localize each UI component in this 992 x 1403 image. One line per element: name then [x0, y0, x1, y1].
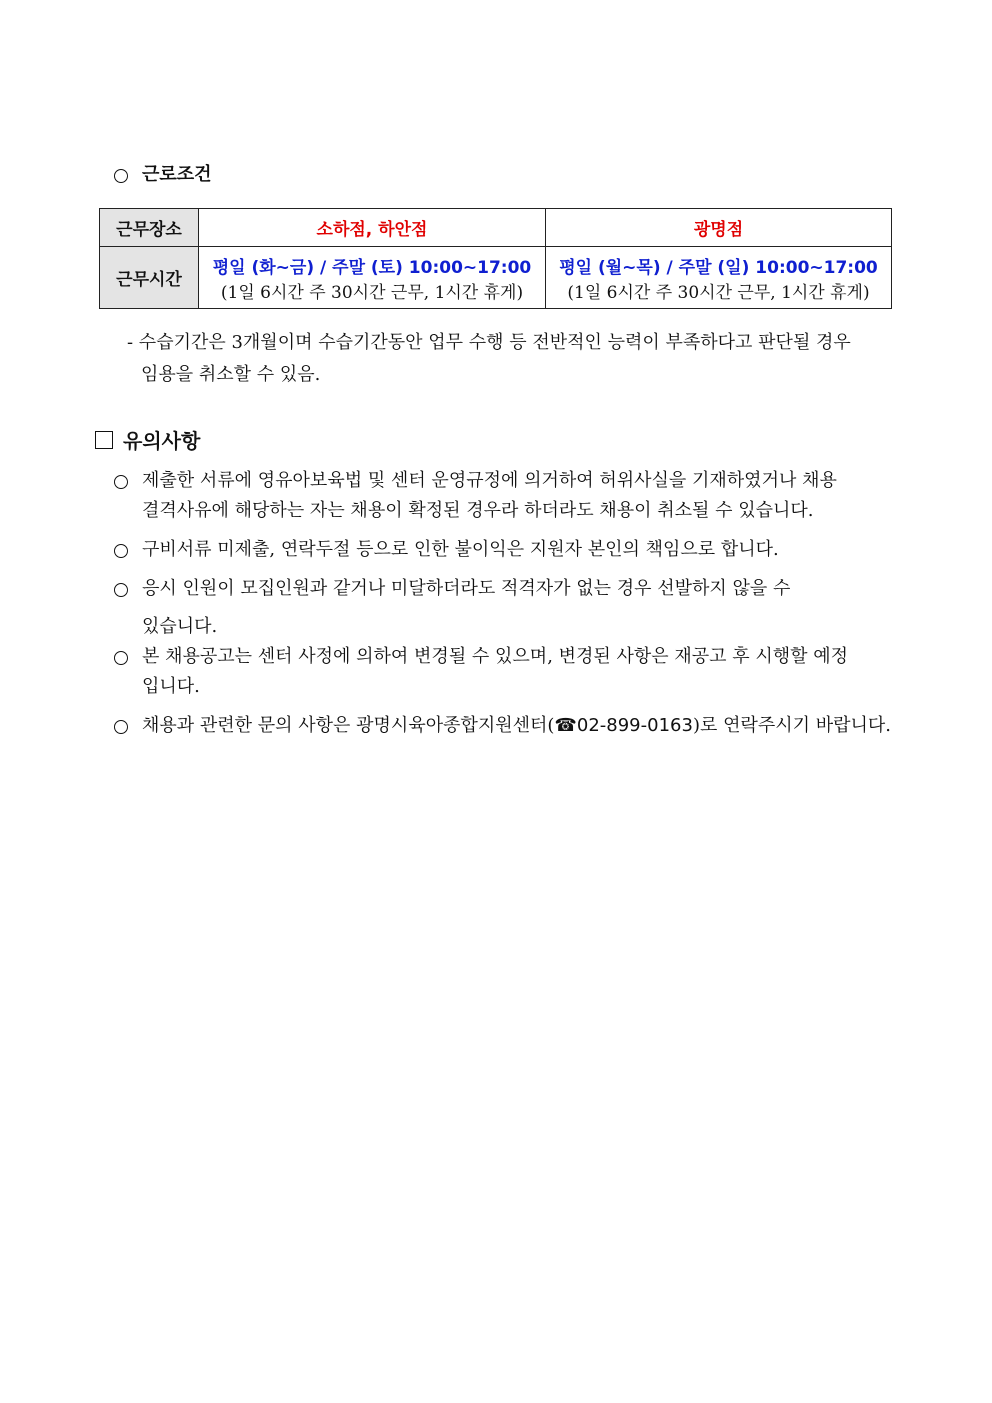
item-line: 있습니다. [142, 616, 218, 637]
circle-bullet-icon [114, 544, 128, 558]
probation-note [127, 327, 902, 391]
list-item [114, 574, 904, 642]
section-heading-work-conditions [114, 160, 212, 190]
location-cell-sohadan: 소하점, 하안점 [199, 209, 546, 247]
item-text: 채용과 관련한 문의 사항은 광명시육아종합지원센터( [142, 715, 555, 736]
checkbox-square-icon [95, 431, 113, 449]
table-row [100, 209, 892, 247]
note-line: - 수습기간은 3개월이며 수습기간동안 업무 수행 등 전반적인 능력이 부족하다고 판단될 경우 [127, 332, 851, 353]
item-line: 본 채용공고는 센터 사정에 의하여 변경될 수 있으며, 변경된 사항은 재공고 후 시행할 예정 [142, 646, 849, 667]
hours-cell-sohadan [199, 247, 546, 309]
table-header-location: 근무장소 [100, 209, 199, 247]
hours-sub: (1일 6시간 주 30시간 근무, 1시간 휴게) [220, 282, 524, 303]
hours-sub: (1일 6시간 주 30시간 근무, 1시간 휴게) [567, 282, 870, 303]
item-line: 응시 인원이 모집인원과 같거나 미달하더라도 적격자가 없는 경우 선발하지 않을 수 [142, 578, 791, 599]
item-line: 제출한 서류에 영유아보육법 및 센터 운영규정에 의거하여 허위사실을 기재하였거나 채용 [142, 470, 837, 491]
list-item [114, 642, 904, 702]
list-item [114, 535, 904, 565]
section-title: 유의사항 [123, 429, 201, 453]
item-line: 입니다. [142, 676, 200, 697]
circle-bullet-icon [114, 475, 128, 489]
section-heading-notes [95, 425, 200, 454]
table-row [100, 247, 892, 309]
hours-cell-gwangmyeong [546, 247, 892, 309]
item-line: 결격사유에 해당하는 자는 채용이 확정된 경우라 하더라도 채용이 취소될 수 있습니다. [142, 500, 814, 521]
list-item [114, 466, 904, 526]
hours-main: 평일 (월~목) / 주말 (일) 10:00~17:00 [559, 257, 878, 278]
note-line: 임용을 취소할 수 있음. [141, 364, 321, 385]
hours-main: 평일 (화~금) / 주말 (토) 10:00~17:00 [212, 257, 532, 278]
item-line: 구비서류 미제출, 연락두절 등으로 인한 불이익은 지원자 본인의 책임으로 합니다. [142, 539, 779, 560]
item-text: )로 연락주시기 바랍니다. [692, 715, 892, 736]
table-header-hours: 근무시간 [100, 247, 199, 309]
heading-text: 근로조건 [142, 164, 212, 185]
circle-bullet-icon [114, 651, 128, 665]
phone-number: ☎02-899-0163 [554, 715, 693, 736]
circle-bullet-icon [114, 720, 128, 734]
location-cell-gwangmyeong: 광명점 [546, 209, 892, 247]
list-item [114, 711, 904, 741]
work-conditions-table [99, 208, 892, 309]
circle-bullet-icon [114, 583, 128, 597]
circle-bullet-icon [114, 169, 128, 183]
